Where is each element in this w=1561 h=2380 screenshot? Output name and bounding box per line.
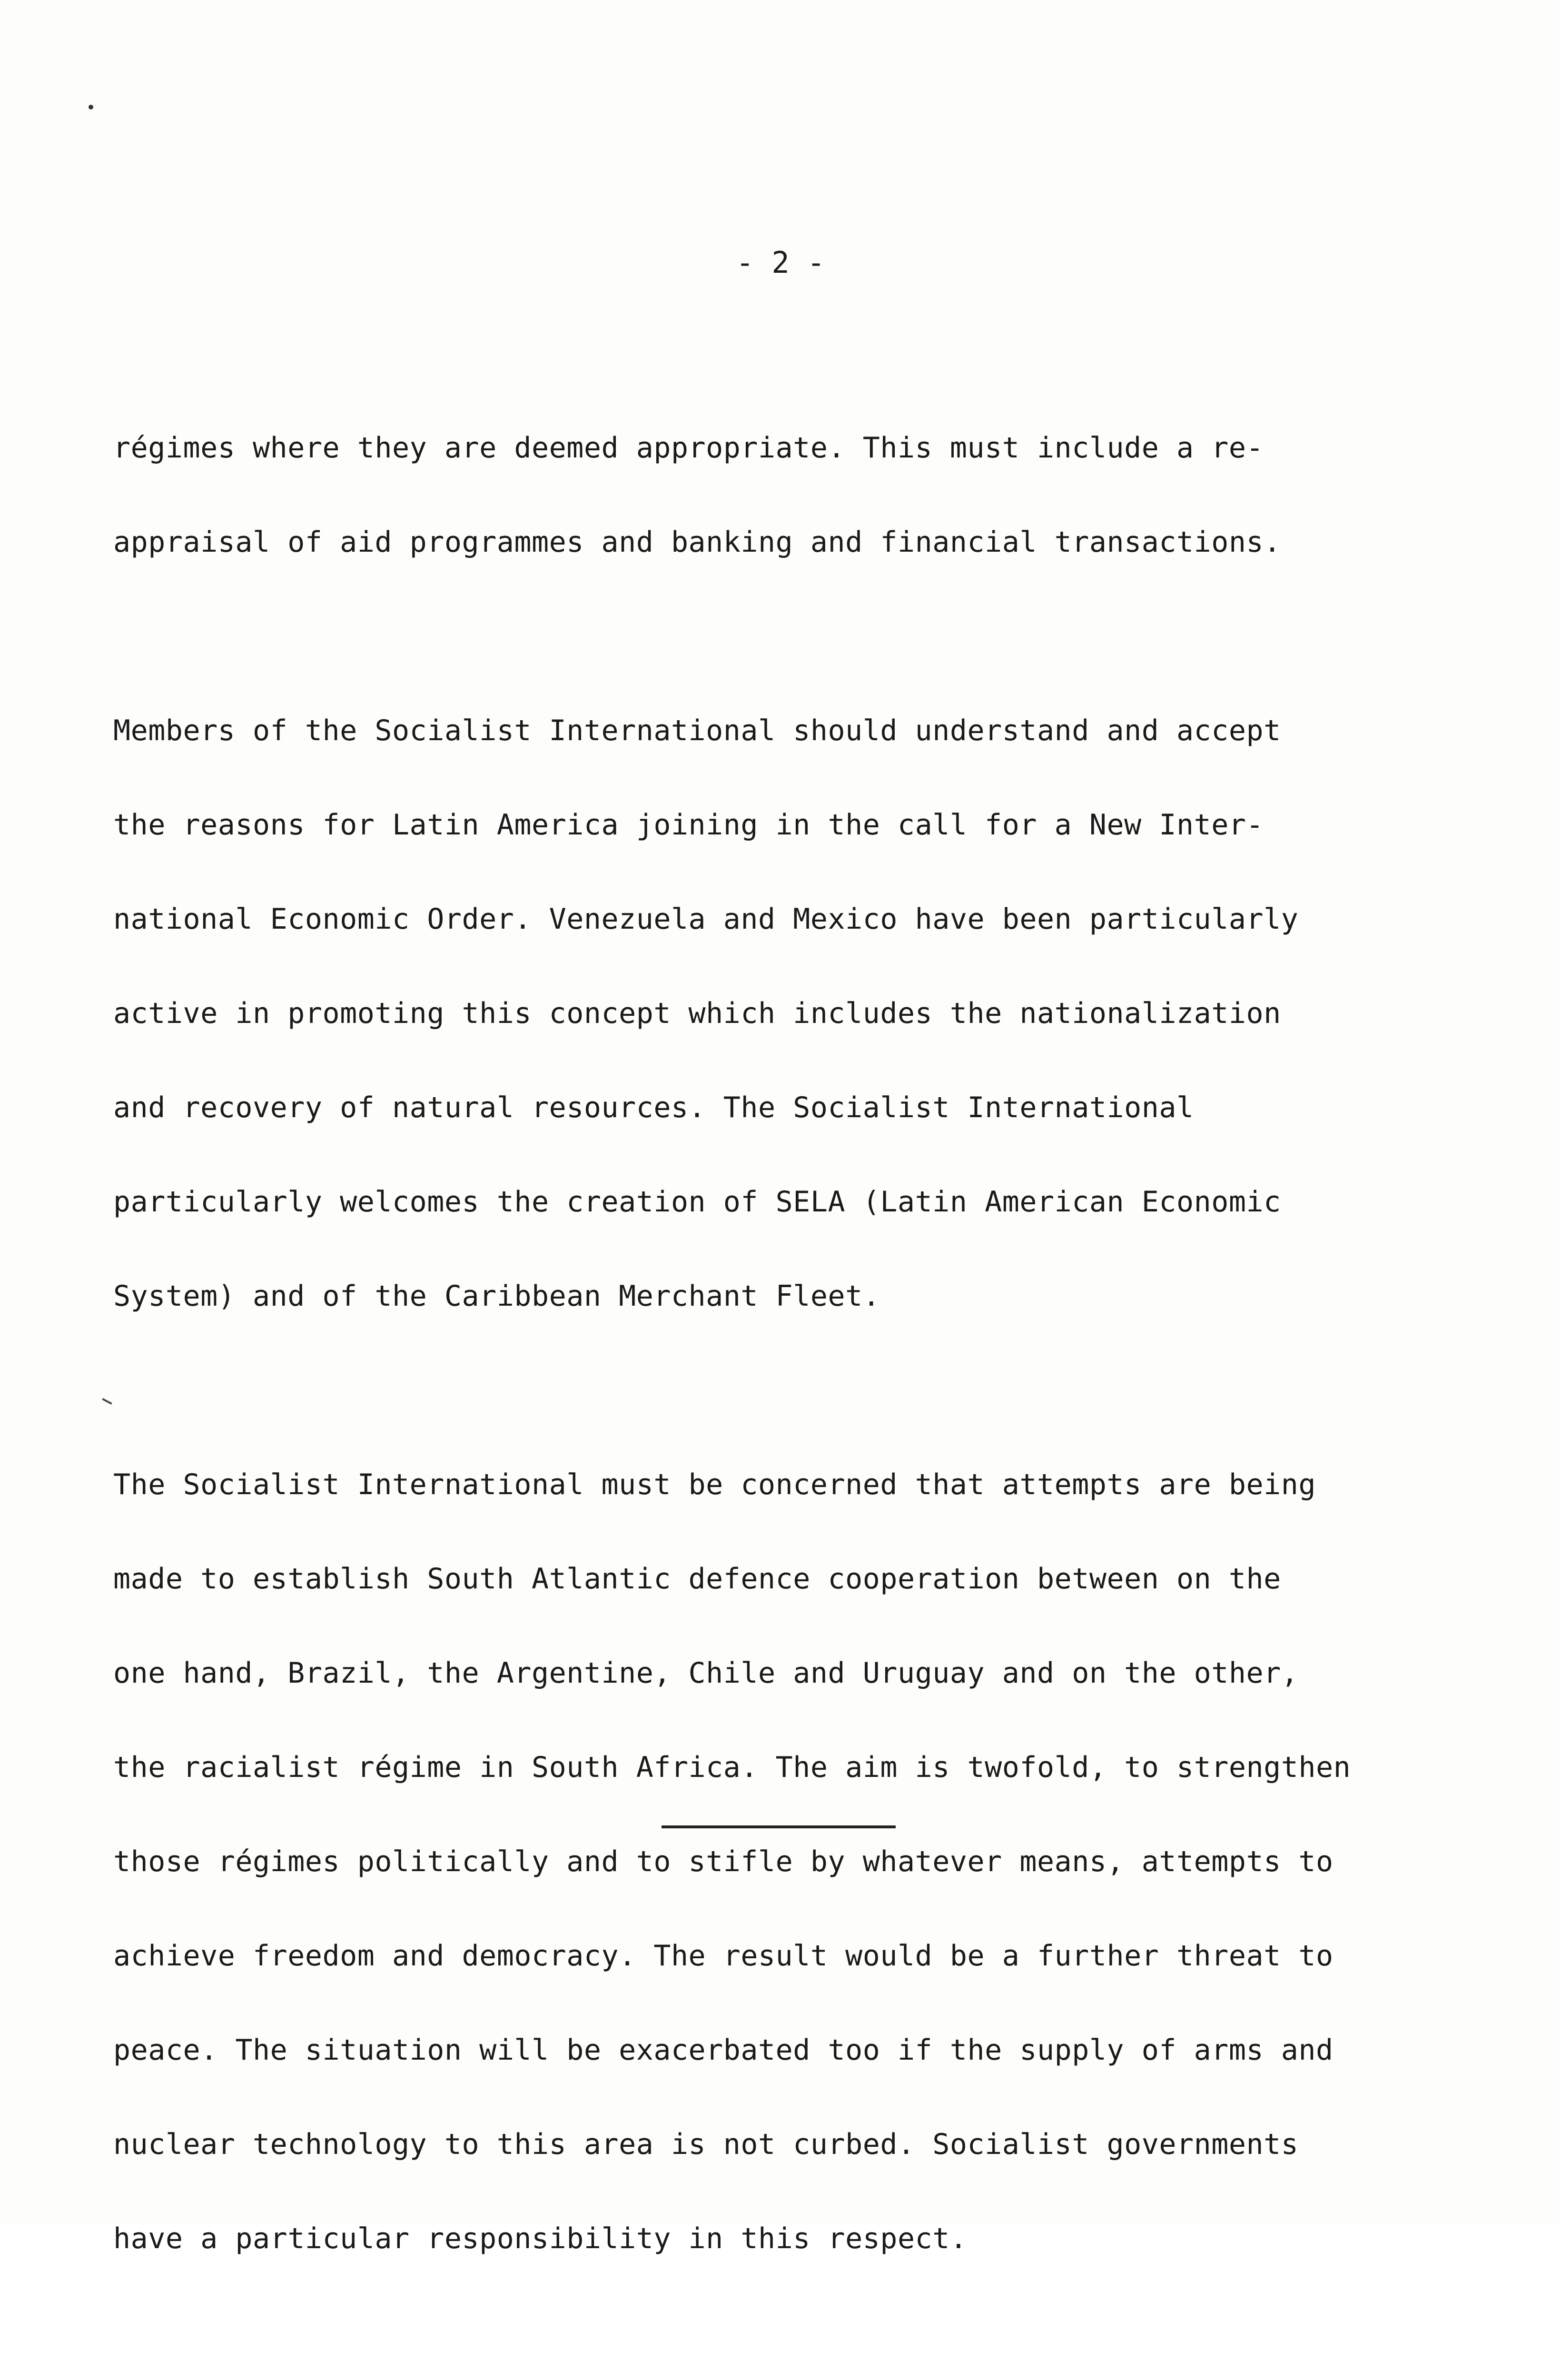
body-text	[113, 369, 1517, 2380]
text-line: those régimes politically and to stifle by whatever means, attempts to	[113, 1845, 1334, 1878]
paragraph-1	[113, 369, 1517, 621]
margin-mark	[102, 1398, 112, 1405]
paragraph-2	[113, 652, 1517, 1375]
text-line: the reasons for Latin America joining in the call for a New Inter-	[113, 808, 1264, 842]
text-line: appraisal of aid programmes and banking and financial transactions.	[113, 526, 1281, 559]
text-line: régimes where they are deemed appropriate. This must include a re-	[113, 431, 1264, 465]
text-line: System) and of the Caribbean Merchant Fleet.	[113, 1279, 880, 1313]
text-line: made to establish South Atlantic defence cooperation between on the	[113, 1562, 1281, 1596]
paragraph-3	[113, 1406, 1517, 2317]
text-line: have a particular responsibility in this respect.	[113, 2222, 968, 2255]
text-line: national Economic Order. Venezuela and Mexico have been particularly	[113, 902, 1299, 936]
text-line: active in promoting this concept which includes the nationalization	[113, 997, 1281, 1030]
text-line: peace. The situation will be exacerbated too if the supply of arms and	[113, 2033, 1334, 2067]
text-line: and recovery of natural resources. The Socialist International	[113, 1091, 1194, 1124]
text-line: Members of the Socialist International should understand and accept	[113, 714, 1281, 747]
page-number: - 2 -	[736, 245, 825, 280]
text-line: particularly welcomes the creation of SELA (Latin American Economic	[113, 1185, 1281, 1219]
text-line: achieve freedom and democracy. The result would be a further threat to	[113, 1939, 1334, 1973]
text-line: the racialist régime in South Africa. The aim is twofold, to strengthen	[113, 1751, 1351, 1784]
paragraph-4	[113, 2349, 1517, 2380]
text-line: one hand, Brazil, the Argentine, Chile and Uruguay and on the other,	[113, 1656, 1299, 1690]
text-line: nuclear technology to this area is not curbed. Socialist governments	[113, 2128, 1299, 2161]
margin-mark	[89, 105, 93, 109]
closing-rule	[662, 1825, 896, 1828]
text-line: The Socialist International must be concerned that attempts are being	[113, 1468, 1316, 1501]
